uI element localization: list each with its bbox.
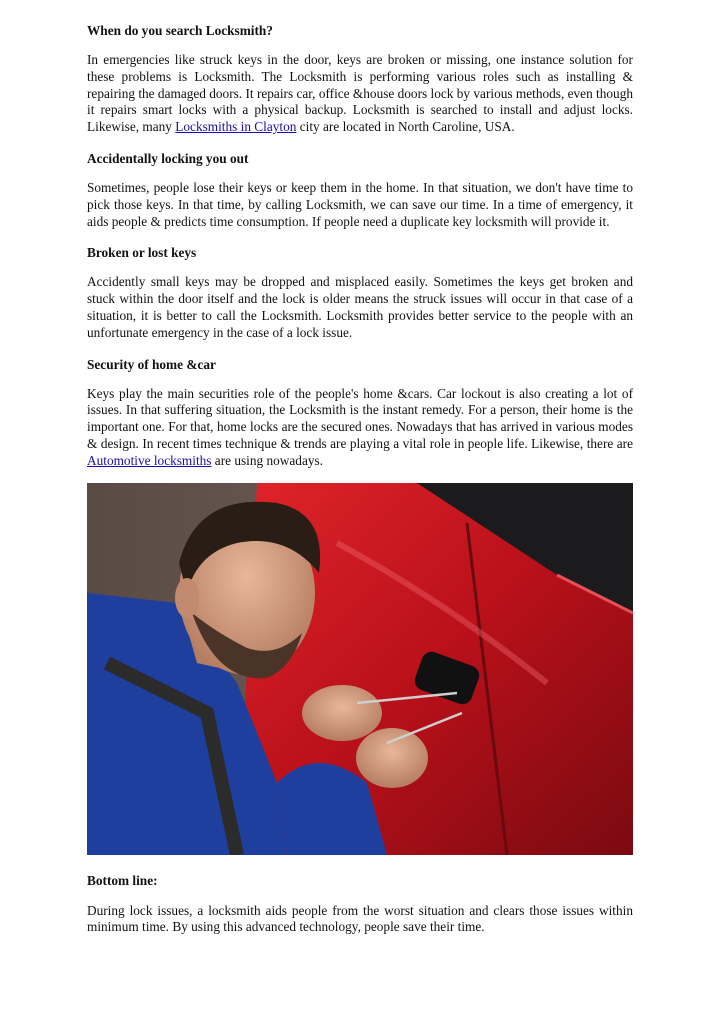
document-body bbox=[87, 22, 633, 936]
paragraph-when-search bbox=[87, 52, 633, 136]
heading-broken-keys: Broken or lost keys bbox=[87, 245, 197, 261]
heading-bottom-line: Bottom line: bbox=[87, 872, 158, 888]
heading-when-search: When do you search Locksmith? bbox=[87, 23, 273, 38]
link-automotive-locksmiths[interactable]: Automotive locksmiths bbox=[87, 452, 212, 468]
paragraph-bottom-line: During lock issues, a locksmith aids people from the worst situation and clears those issues within minimum time. By using this advanced technology, people save their time. bbox=[87, 902, 633, 935]
paragraph-when-search-text: In emergencies like struck keys in the door, keys are broken or missing, one instance solution for these problems is Locksmith. The Locksmith is performing various roles such as installing & repairing the damaged doors. It repairs car, office &house doors lock by various methods, even though it repairs smart locks with a physical backup. Locksmith is searched to install and adjust locks. Likewise, many bbox=[87, 52, 633, 135]
heading-accidentally-locking: Accidentally locking you out bbox=[87, 150, 249, 166]
heading-security: Security of home &car bbox=[87, 356, 216, 372]
locksmith-photo bbox=[87, 483, 633, 855]
paragraph-accidentally-locking: Sometimes, people lose their keys or keep them in the home. In that situation, we don't have time to pick those keys. In that time, by calling Locksmith, we can save our time. In a time of emergency, it aids people & predicts time consumption. If people need a duplicate key locksmith will provide it. bbox=[87, 179, 633, 229]
link-locksmiths-clayton[interactable]: Locksmiths in Clayton bbox=[175, 119, 297, 135]
paragraph-security-text: Keys play the main securities role of the people's home &cars. Car lockout is also creating a lot of issues. In that suffering situation, the Locksmith is the instant remedy. For a person, their home is the important one. For that, home locks are the secured ones. Nowadays that has arrived in various modes & design. In recent times technique & trends are playing a vital role in people life. Likewise, there are bbox=[87, 385, 633, 451]
paragraph-when-search-text-end: city are located in North Caroline, USA. bbox=[296, 119, 515, 135]
paragraph-broken-keys: Accidently small keys may be dropped and misplaced easily. Sometimes the keys get broken and stuck within the door itself and the lock is older means the struck issues will occur in that case of a situation, it is better to call the Locksmith. Locksmith provides better service to the people with an unfortunate emergency in the case of a lock issue. bbox=[87, 274, 633, 340]
paragraph-security-text-end: are using nowadays. bbox=[211, 452, 324, 468]
locksmith-picking-car-lock-image bbox=[87, 483, 633, 855]
paragraph-security bbox=[87, 386, 633, 470]
